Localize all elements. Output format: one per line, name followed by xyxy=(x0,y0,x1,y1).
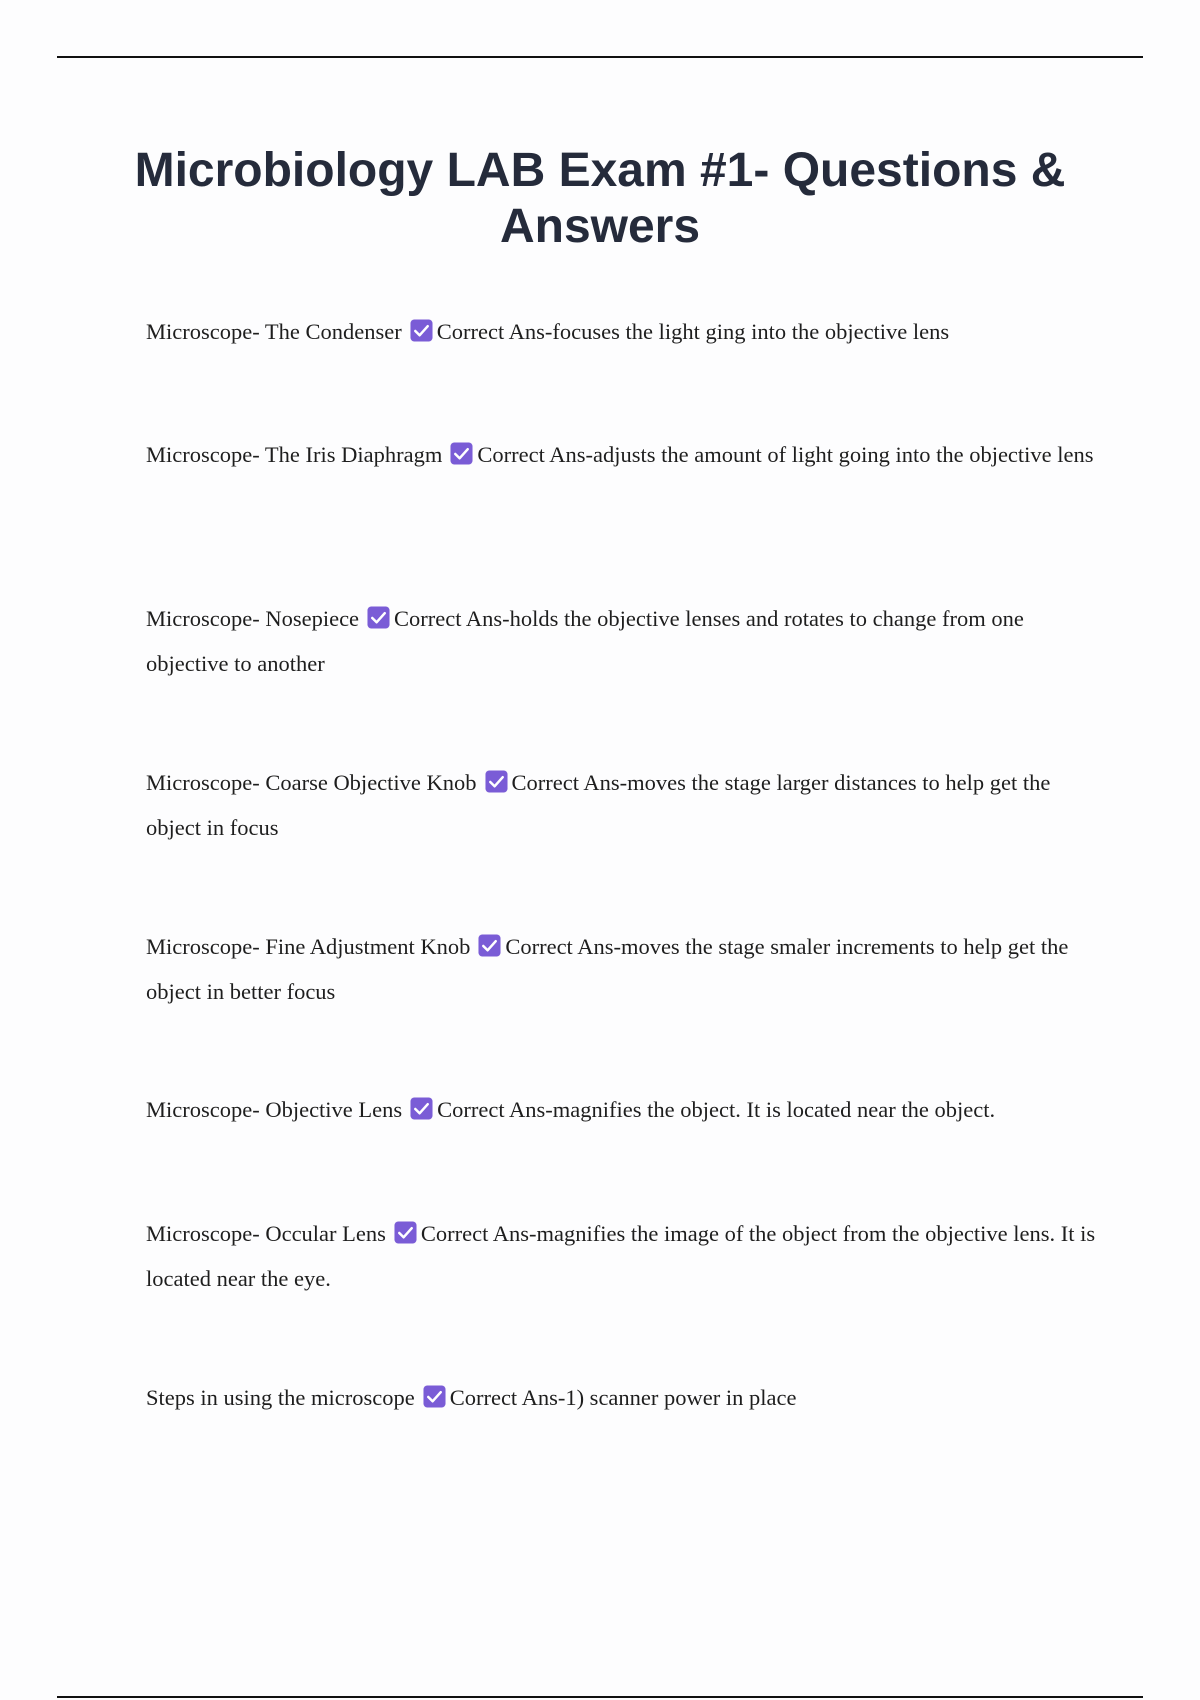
qa-item xyxy=(146,596,1096,686)
document-title: Microbiology LAB Exam #1- Questions & Answers xyxy=(134,144,1066,253)
checkmark-box-icon xyxy=(367,606,390,629)
question-text: Microscope- The Condenser xyxy=(146,319,402,344)
question-text: Microscope- Objective Lens xyxy=(146,1097,403,1122)
question-text: Microscope- The Iris Diaphragm xyxy=(146,442,443,467)
qa-item xyxy=(146,1211,1096,1301)
checkmark-box-icon xyxy=(394,1221,417,1244)
qa-item xyxy=(146,1087,1096,1132)
bottom-divider xyxy=(57,1696,1143,1698)
question-text: Microscope- Fine Adjustment Knob xyxy=(146,934,471,959)
answer-text: Correct Ans-magnifies the object. It is located near the object. xyxy=(437,1097,996,1122)
question-text: Microscope- Coarse Objective Knob xyxy=(146,770,477,795)
qa-item xyxy=(146,309,1096,354)
answer-text: Correct Ans-magnifies the image of the object from the objective lens. It is located near the eye. xyxy=(146,1221,1096,1291)
checkmark-box-icon xyxy=(478,934,501,957)
question-text: Steps in using the microscope xyxy=(146,1385,415,1410)
checkmark-box-icon xyxy=(485,770,508,793)
answer-text: Correct Ans-moves the stage larger distances to help get the object in focus xyxy=(146,770,1051,840)
checkmark-box-icon xyxy=(410,1097,433,1120)
answer-text: Correct Ans-1) scanner power in place xyxy=(449,1385,797,1410)
qa-item xyxy=(146,1375,1096,1420)
checkmark-box-icon xyxy=(423,1385,446,1408)
answer-text: Correct Ans-moves the stage smaler increments to help get the object in better focus xyxy=(146,934,1069,1004)
checkmark-box-icon xyxy=(410,319,433,342)
qa-item xyxy=(146,760,1096,850)
answer-text: Correct Ans-focuses the light ging into the objective lens xyxy=(436,319,950,344)
qa-item xyxy=(146,924,1096,1014)
qa-item xyxy=(146,432,1096,477)
answer-text: Correct Ans-adjusts the amount of light going into the objective lens xyxy=(477,442,1094,467)
question-text: Microscope- Occular Lens xyxy=(146,1221,386,1246)
question-text: Microscope- Nosepiece xyxy=(146,606,360,631)
top-divider xyxy=(57,56,1143,58)
answer-text: Correct Ans-holds the objective lenses and rotates to change from one objective to another xyxy=(146,606,1024,676)
checkmark-box-icon xyxy=(450,442,473,465)
